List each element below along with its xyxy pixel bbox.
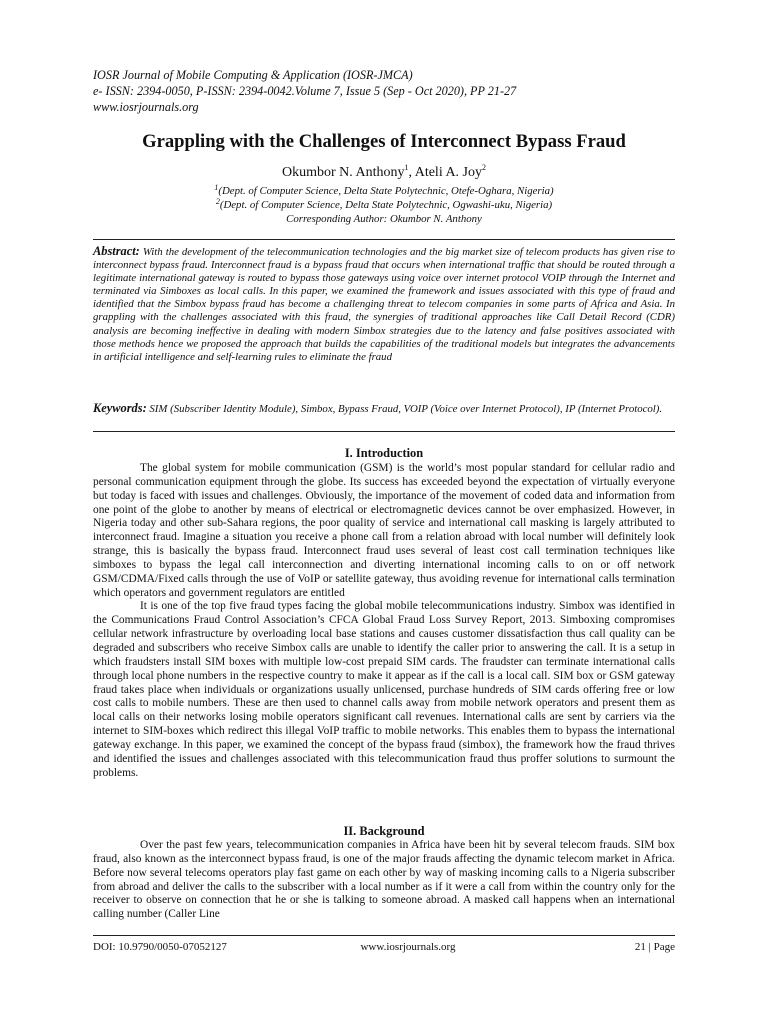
paper-title: Grappling with the Challenges of Interconnect Bypass Fraud (142, 131, 626, 152)
author-separator: , (408, 165, 415, 180)
footer-page-number: 21 | Page (634, 941, 675, 953)
abstract (93, 245, 675, 364)
affiliation-2 (60, 198, 708, 212)
author-1: Okumbor N. Anthony (281, 165, 405, 180)
author-1-sup: 1 (404, 163, 409, 172)
rule-bottom (93, 431, 675, 432)
affiliation-2-sup: 2 (215, 197, 220, 206)
author-line (60, 164, 708, 182)
abstract-text: With the development of the telecommunication technologies and the big market size of telecom products has given rise to interconnect bypass fraud. Interconnect fraud is a bypass fraud that occurs when international traffic that should be routed through a legitimate international gateway is routed to bypass those gateways using voice over internet protocol VOIP through the Internet and terminated via Simboxes as local calls. In this paper, we examined the framework and issues associated with this type of fraud and identified that the Simbox bypass fraud has become a challenging threat to telecom companies in some parts of Africa and Asia. In grappling with the challenges associated with this fraud, the synergies of traditional approaches like Call Detail Record (CDR) analysis are becoming ineffective in dealing with modern Simbox strategies due to the latency and false positives associated with those methods hence we proposed the approach that builds the capabilities of the traditional models but integrates the advancements in artificial intelligence and self-learning rules to eliminate the fraud (93, 246, 676, 363)
author-2: Ateli A. Joy (414, 165, 482, 180)
affiliation-2-text: (Dept. of Computer Science, Delta State Polytechnic, Ogwashi-uku, Nigeria) (219, 199, 553, 211)
section-heading-introduction: I. Introduction (344, 446, 424, 460)
introduction-body (93, 462, 675, 780)
author-2-sup: 2 (482, 163, 486, 172)
journal-name: IOSR Journal of Mobile Computing & Application (IOSR-JMCA) (93, 68, 413, 82)
section-heading-background: II. Background (343, 824, 425, 838)
corresponding-author: Corresponding Author: Okumbor N. Anthony (286, 213, 482, 225)
affiliation-1-sup: 1 (214, 183, 219, 192)
rule-top (93, 239, 675, 240)
journal-header (93, 67, 673, 115)
keywords-label: Keywords: (93, 401, 147, 415)
introduction-paragraph-2: It is one of the top five fraud types facing the global mobile telecommunications industry. Simbox was identified in the Communications Fraud Control Association’s CFCA Global Fraud Loss Survey Report, 2013. Simboxing compromises cellular network infrastructure by overloading local base stations and causes customer dissatisfaction thus call quality can be degraded and subscribers who receive Simbox calls are unable to identify the caller prior to answering the call. It is a setup in which fraudsters install SIM boxes with multiple low-cost prepaid SIM cards. The fraudster can terminate international calls through local phone numbers in the respective country to make it appear as if the call is a local call. SIM box or GSM gateway fraud takes place when individuals or organizations usually unlicensed, purchase hundreds of SIM cards offering free or low cost calls to mobile numbers. These are then used to channel calls away from mobile network operators and present them as local calls on their networks losing mobile operators significant call revenues. International calls are sent by carriers via the internet to SIM-boxes which redirect this illegal VoIP traffic to mobile networks. This enables them to bypass the international gateway exchange. In this paper, we examined the concept of the bypass fraud (simbox), the framework how the fraud thrives and identified the issues and challenges associated with this telecommunication fraud thus proffer solutions to surmount the problems. (93, 600, 675, 779)
abstract-label: Abstract: (93, 244, 140, 258)
journal-issn: e- ISSN: 2394-0050, P-ISSN: 2394-0042.Volume 7, Issue 5 (Sep - Oct 2020), PP 21-27 (93, 84, 517, 98)
affiliation-1-text: (Dept. of Computer Science, Delta State Polytechnic, Otefe-Oghara, Nigeria) (218, 185, 554, 197)
introduction-paragraph-1: The global system for mobile communication (GSM) is the world’s most popular standard for cellular radio and personal communication equipment through the globe. Its success has exceeded beyond the expectation of virtually everyone but today is faced with issues and challenges. Obviously, the importance of the movement of coded data and information from one point of the globe to another by means of electrical or electromagnetic devices cannot be over emphasized. However, in Nigeria today and other sub-Sahara regions, the poor quality of service and international call masking is largely attributed to interconnect fraud. Imagine a situation you receive a phone call from a relation abroad with local number will definitely look strange, this is basically the bypass fraud. Interconnect fraud uses several of least cost call termination techniques like simboxes to bypass the legal call interconnection and diverting international incoming calls to on or off network GSM/CDMA/Fixed calls through the use of VoIP or satellite gateway, thus avoiding revenue for international calls termination which operators and government regulators are entitled (93, 462, 675, 599)
background-body (93, 839, 675, 922)
journal-website: www.iosrjournals.org (93, 100, 199, 114)
background-paragraph-1: Over the past few years, telecommunication companies in Africa have been hit by several telecom frauds. SIM box fraud, also known as the interconnect bypass fraud, is one of the major frauds affecting the dynamic telecom market in Africa. Before now several telecoms operators play fast game on each other by way of masking incoming calls to a Nigeria subscriber from abroad and deliver the calls to the subscriber with a local number as if it were a call from within the country only for the receiver to observe on connection that he or she is talking to someone abroad. A masked call happens when an international calling number (Caller Line (93, 839, 675, 921)
affiliations (60, 184, 708, 226)
footer-website: www.iosrjournals.org (360, 941, 456, 953)
keywords-text: SIM (Subscriber Identity Module), Simbox, Bypass Fraud, VOIP (Voice over Internet Protocol), IP (Internet Protocol). (149, 403, 663, 415)
keywords (93, 402, 675, 416)
footer-rule (93, 935, 675, 936)
affiliation-1 (60, 184, 708, 198)
footer-doi: DOI: 10.9790/0050-07052127 (93, 941, 227, 953)
